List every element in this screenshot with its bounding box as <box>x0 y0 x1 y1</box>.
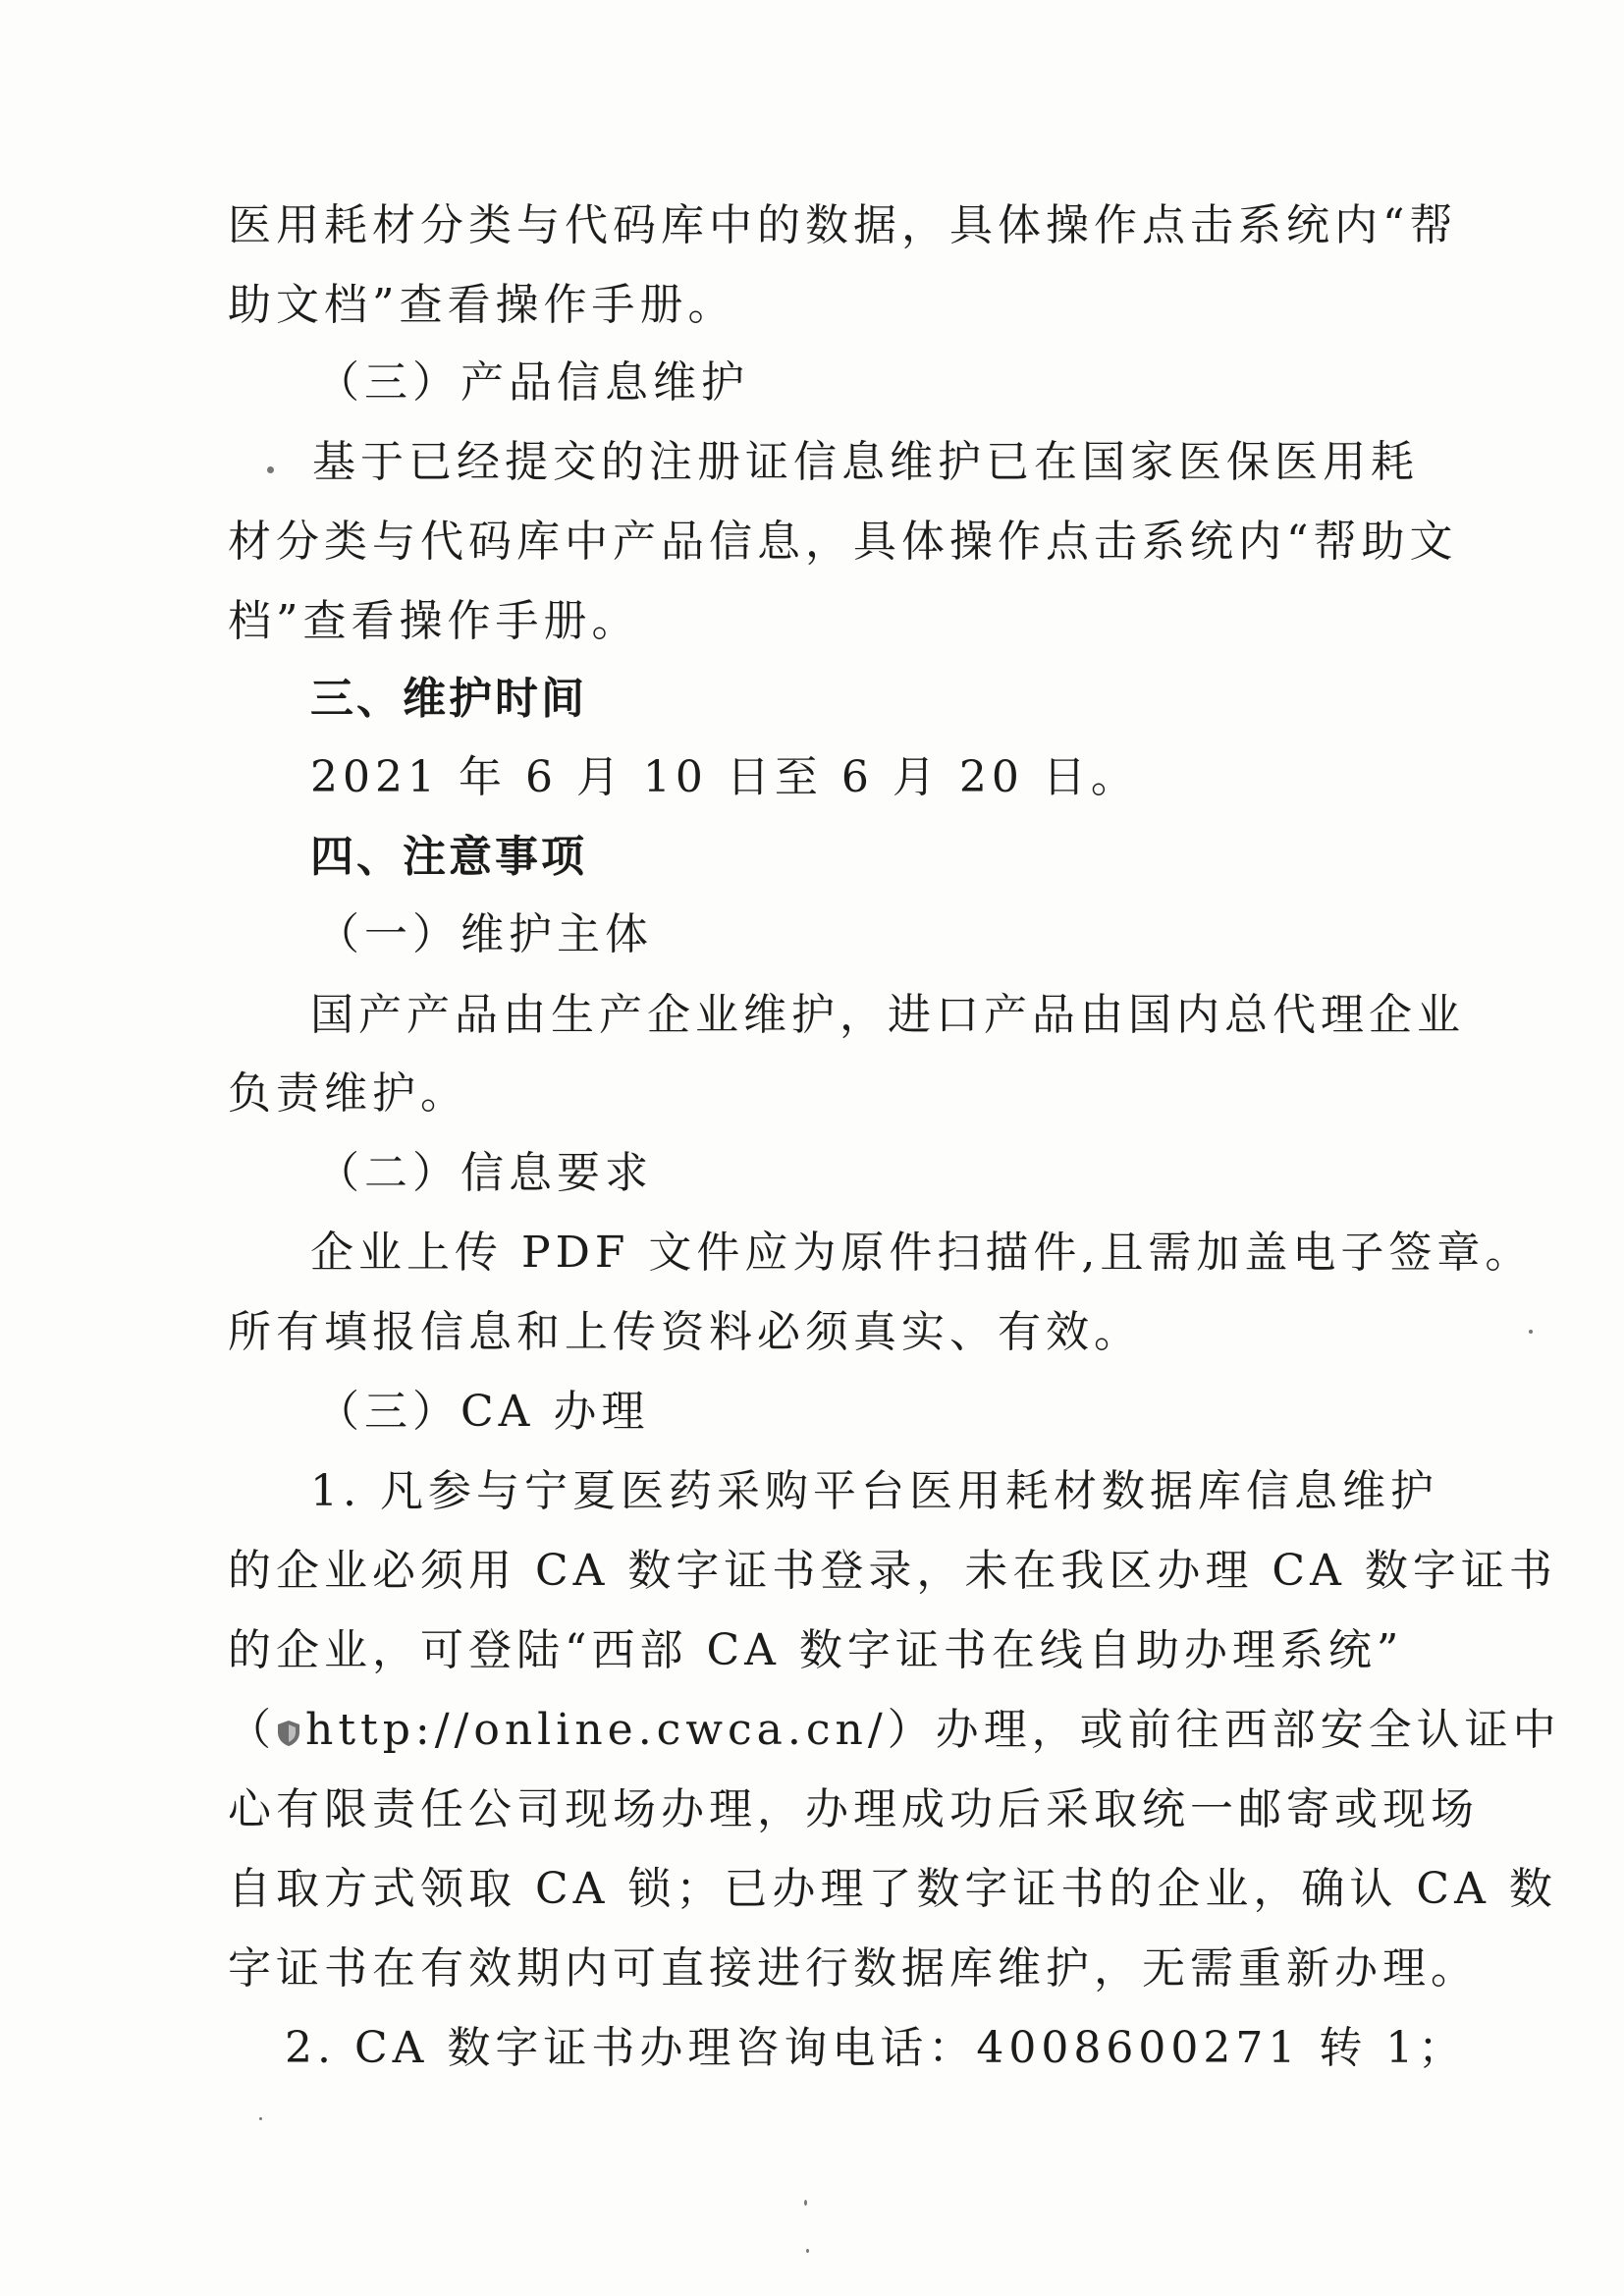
body-text-line: 档”查看操作手册。 <box>228 596 640 646</box>
scan-speck <box>806 2249 809 2253</box>
subsection-heading: （二）信息要求 <box>316 1148 653 1198</box>
section-heading: 四、注意事项 <box>310 832 587 882</box>
scan-speck <box>259 2117 262 2120</box>
subsection-heading: （三）产品信息维护 <box>316 357 749 408</box>
section-heading: 三、维护时间 <box>310 674 587 724</box>
body-text-line: 负责维护。 <box>228 1068 468 1119</box>
scan-speck <box>267 466 274 473</box>
scan-speck <box>1529 1330 1533 1334</box>
shield-icon <box>276 1704 301 1731</box>
body-text-line: 的企业必须用 CA 数字证书登录，未在我区办理 CA 数字证书 <box>228 1546 1557 1596</box>
subsection-heading: （三）CA 办理 <box>316 1387 650 1437</box>
scan-speck <box>804 2200 807 2206</box>
body-text-line: 所有填报信息和上传资料必须真实、有效。 <box>228 1307 1142 1357</box>
body-text-line: 2021 年 6 月 10 日至 6 月 20 日。 <box>310 752 1139 802</box>
url-text-line: http://online.cwca.cn/）办理，或前往西部安全认证中 <box>305 1705 1561 1755</box>
body-text-line: 的企业，可登陆“西部 CA 数字证书在线自助办理系统” <box>228 1625 1404 1675</box>
body-text-line: 医用耗材分类与代码库中的数据，具体操作点击系统内“帮 <box>228 200 1458 250</box>
body-text-line: 1. 凡参与宁夏医药采购平台医用耗材数据库信息维护 <box>310 1466 1438 1516</box>
body-text-line: 助文档”查看操作手册。 <box>228 280 736 330</box>
subsection-heading: （一）维护主体 <box>316 909 653 959</box>
open-paren: （ <box>228 1705 276 1755</box>
body-text-line: 字证书在有效期内可直接进行数据库维护，无需重新办理。 <box>228 1943 1479 1994</box>
body-text-line: 国产产品由生产企业维护，进口产品由国内总代理企业 <box>310 990 1465 1040</box>
body-text-line: 企业上传 PDF 文件应为原件扫描件,且需加盖电子签章。 <box>310 1228 1534 1278</box>
body-text-line <box>228 1701 1561 1760</box>
body-text-line: 心有限责任公司现场办理，办理成功后采取统一邮寄或现场 <box>228 1784 1479 1834</box>
body-text-line: 基于已经提交的注册证信息维护已在国家医保医用耗 <box>312 437 1419 487</box>
body-text-line: 2. CA 数字证书办理咨询电话：4008600271 转 1； <box>285 2023 1467 2073</box>
body-text-line: 自取方式领取 CA 锁；已办理了数字证书的企业，确认 CA 数 <box>228 1864 1557 1914</box>
body-text-line: 材分类与代码库中产品信息，具体操作点击系统内“帮助文 <box>228 517 1458 567</box>
